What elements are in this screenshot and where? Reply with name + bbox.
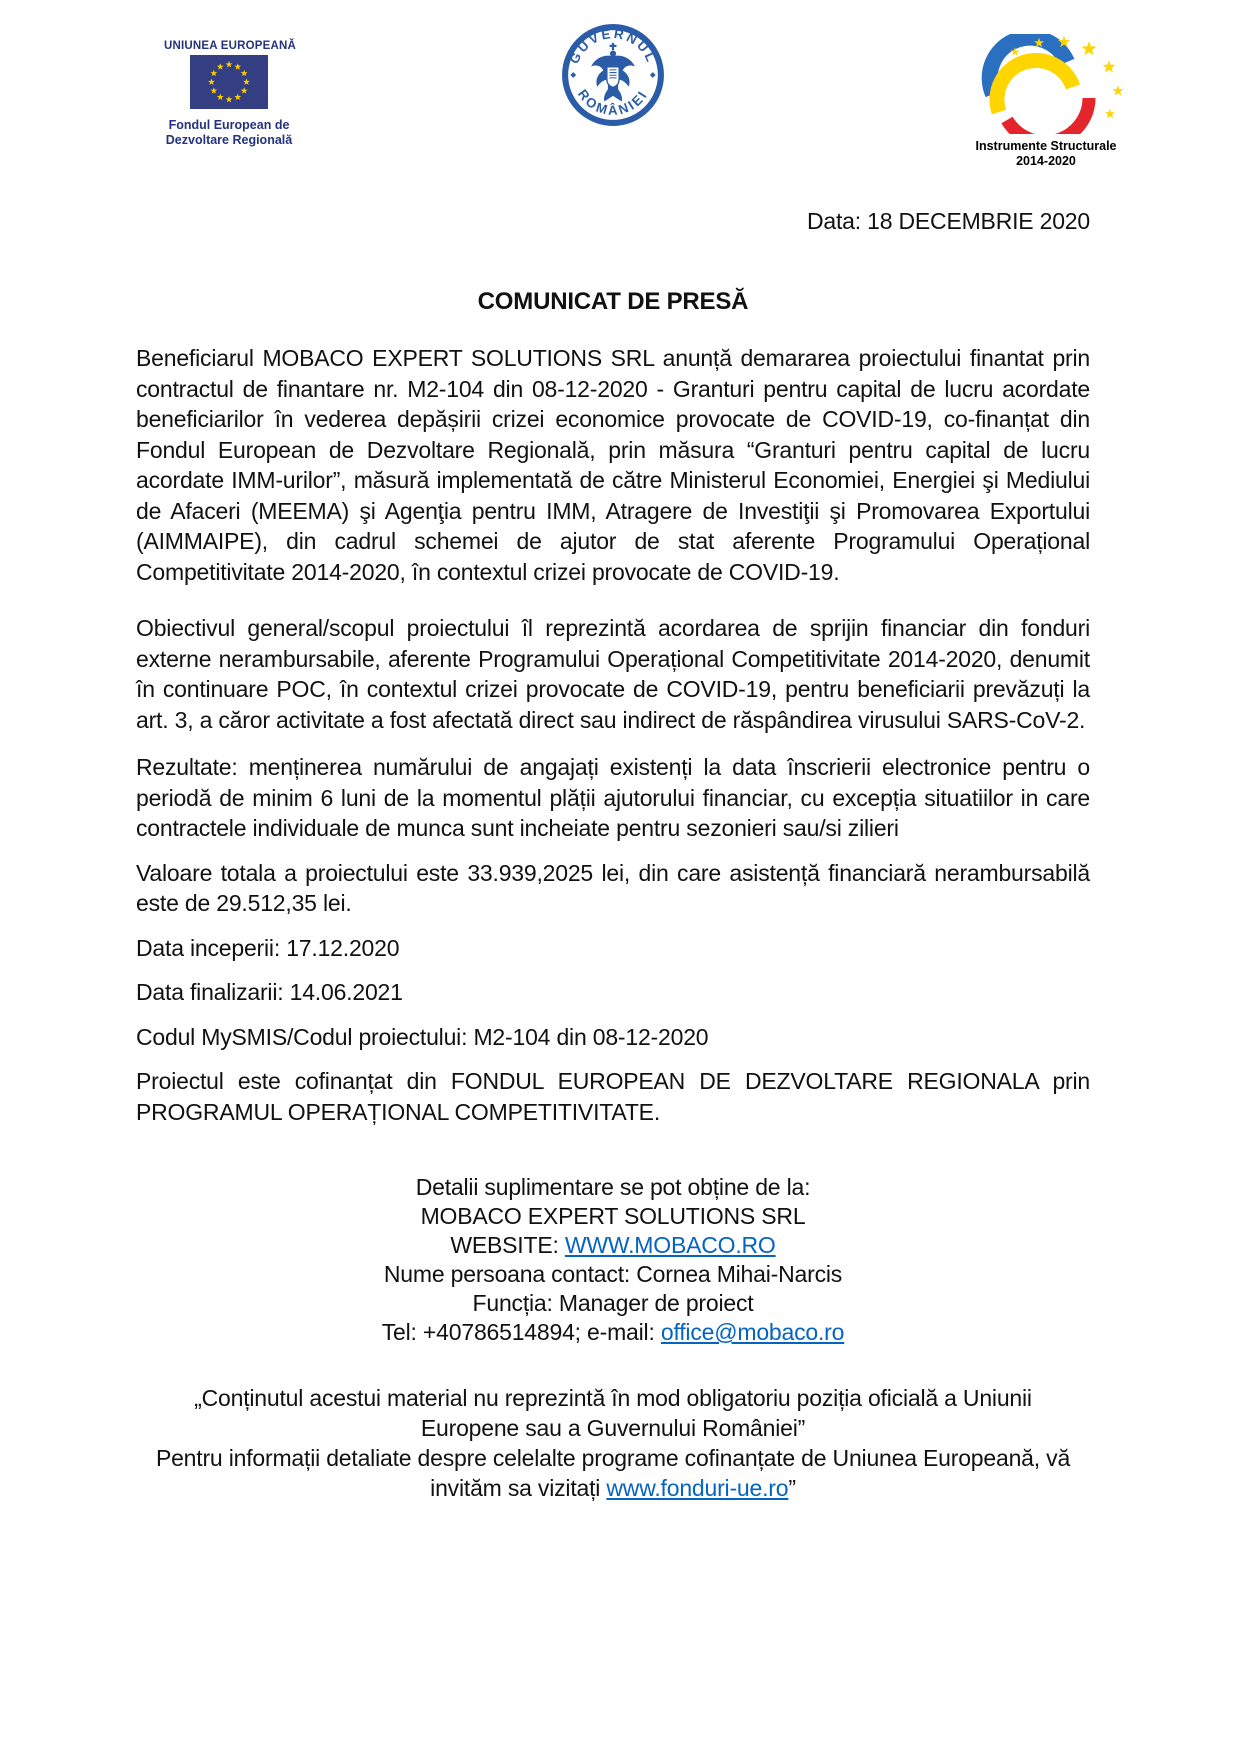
contact-role: Funcția: Manager de proiect bbox=[472, 1290, 754, 1316]
guvernul-romaniei-seal-icon bbox=[560, 22, 666, 128]
structural-logo-caption bbox=[960, 139, 1132, 168]
eu-logo-block bbox=[164, 40, 297, 148]
footer-line-4-prefix: invităm sa vizitați bbox=[430, 1475, 607, 1501]
seal-arc-top-text: GUVERNUL bbox=[566, 25, 660, 67]
footer-disclaimer bbox=[136, 1383, 1090, 1503]
paragraph-end-date: Data finalizarii: 14.06.2021 bbox=[136, 979, 403, 1005]
contact-intro: Detalii suplimentare se pot obține de la: bbox=[415, 1174, 811, 1200]
swoosh-ribbons bbox=[990, 38, 1089, 134]
page-title: COMUNICAT DE PRESĂ bbox=[477, 287, 749, 315]
footer-line-4-suffix: ” bbox=[788, 1475, 796, 1501]
footer-line-3: Pentru informații detaliate despre celelalte programe cofinanțate de Uniunea Europeană, vă bbox=[155, 1445, 1071, 1471]
instrumente-structurale-icon bbox=[961, 34, 1131, 134]
date-line: Data: 18 DECEMBRIE 2020 bbox=[806, 208, 1090, 234]
contact-block bbox=[136, 1173, 1090, 1347]
is-caption-line2: 2014-2020 bbox=[1016, 153, 1076, 168]
eu-flag-icon bbox=[190, 55, 268, 109]
structural-instruments-logo-block bbox=[960, 34, 1132, 168]
eu-logo-title: UNIUNEA EUROPEANĂ bbox=[164, 40, 297, 52]
footer-line-2: Europene sau a Guvernului României” bbox=[420, 1415, 806, 1441]
is-caption-line1: Instrumente Structurale bbox=[975, 139, 1117, 153]
eu-caption-line1: Fondul European de bbox=[168, 118, 290, 132]
contact-person: Nume persoana contact: Cornea Mihai-Narcis bbox=[383, 1261, 843, 1287]
coat-of-arms-icon bbox=[591, 43, 635, 102]
website-link[interactable]: WWW.MOBACO.RO bbox=[564, 1232, 776, 1258]
gov-logo-block bbox=[560, 22, 666, 133]
website-label: WEBSITE: bbox=[450, 1232, 565, 1258]
contact-website-line bbox=[136, 1231, 1090, 1260]
seal-arc-bottom-text: ROMÂNIEI bbox=[574, 86, 651, 118]
paragraph-start-date: Data inceperii: 17.12.2020 bbox=[136, 934, 400, 961]
paragraph-objective: Obiectivul general/scopul proiectului îl reprezintă acordarea de sprijin financiar din fonduri externe nerambursabile, aferente Programului Operațional Competitivitate 2014-2020, denumit în continuare POC, în contextul crizei provocate de COVID-19, pentru beneficiarii prevăzuți la art. 3, a căror activitate a fost afectată direct sau indirect de răspândirea virusului SARS-CoV-2. bbox=[136, 615, 1090, 733]
footer-line-1: „Conținutul acestui material nu reprezintă în mod obligatoriu poziția oficială a Uniunii bbox=[194, 1385, 1032, 1411]
paragraph-results: Rezultate: menținerea numărului de angajați existenți la data înscrierii electronice pentru o periodă de minim 6 luni de la momentul plății ajutorului financiar, cu excepția situatiilor in care contractele individuale de munca sunt incheiate pentru sezonieri sau/si zilieri bbox=[136, 754, 1090, 841]
tel-label: Tel: +40786514894; e-mail: bbox=[381, 1319, 661, 1345]
logo-header bbox=[136, 25, 1117, 180]
footer-line-4 bbox=[136, 1473, 1090, 1503]
paragraph-total-value: Valoare totala a proiectului este 33.939,2025 lei, din care asistență financiară nerambursabilă este de 29.512,35 lei. bbox=[136, 859, 1090, 916]
paragraph-mysmis-code: Codul MySMIS/Codul proiectului: M2-104 din 08-12-2020 bbox=[136, 1023, 709, 1050]
paragraph-announcement: Beneficiarul MOBACO EXPERT SOLUTIONS SRL anunță demararea proiectului finantat prin contractul de finantare nr. M2-104 din 08-12-2020 - Granturi pentru capital de lucru acordate beneficiarilor în vederea depășirii crizei economice provocate de COVID-19, co-finanțat din Fondul European de Dezvoltare Regională, prin măsura “Granturi pentru capital de lucru acordate IMM-urilor”, măsură implementată de către Ministerul Economiei, Energiei şi Mediului de Afaceri (MEEMA) şi Agenţia pentru IMM, Atragere de Investiţii şi Promovarea Exportului (AIMMAIPE), din cadrul schemei de ajutor de stat aferente Programului Operațional Competitivitate 2014-2020, în contextul crizei provocate de COVID-19. bbox=[136, 345, 1090, 585]
contact-tel-line bbox=[136, 1318, 1090, 1347]
eu-caption-line2: Dezvoltare Regională bbox=[165, 133, 293, 147]
paragraph-cofinancing: Proiectul este cofinanțat din FONDUL EUROPEAN DE DEZVOLTARE REGIONALA prin PROGRAMUL OPERAȚIONAL COMPETITIVITATE. bbox=[136, 1068, 1090, 1125]
email-link[interactable]: office@mobaco.ro bbox=[660, 1319, 845, 1345]
contact-company: MOBACO EXPERT SOLUTIONS SRL bbox=[420, 1203, 806, 1229]
eu-logo-caption bbox=[164, 118, 294, 148]
fonduri-ue-link[interactable]: www.fonduri-ue.ro bbox=[606, 1475, 789, 1501]
